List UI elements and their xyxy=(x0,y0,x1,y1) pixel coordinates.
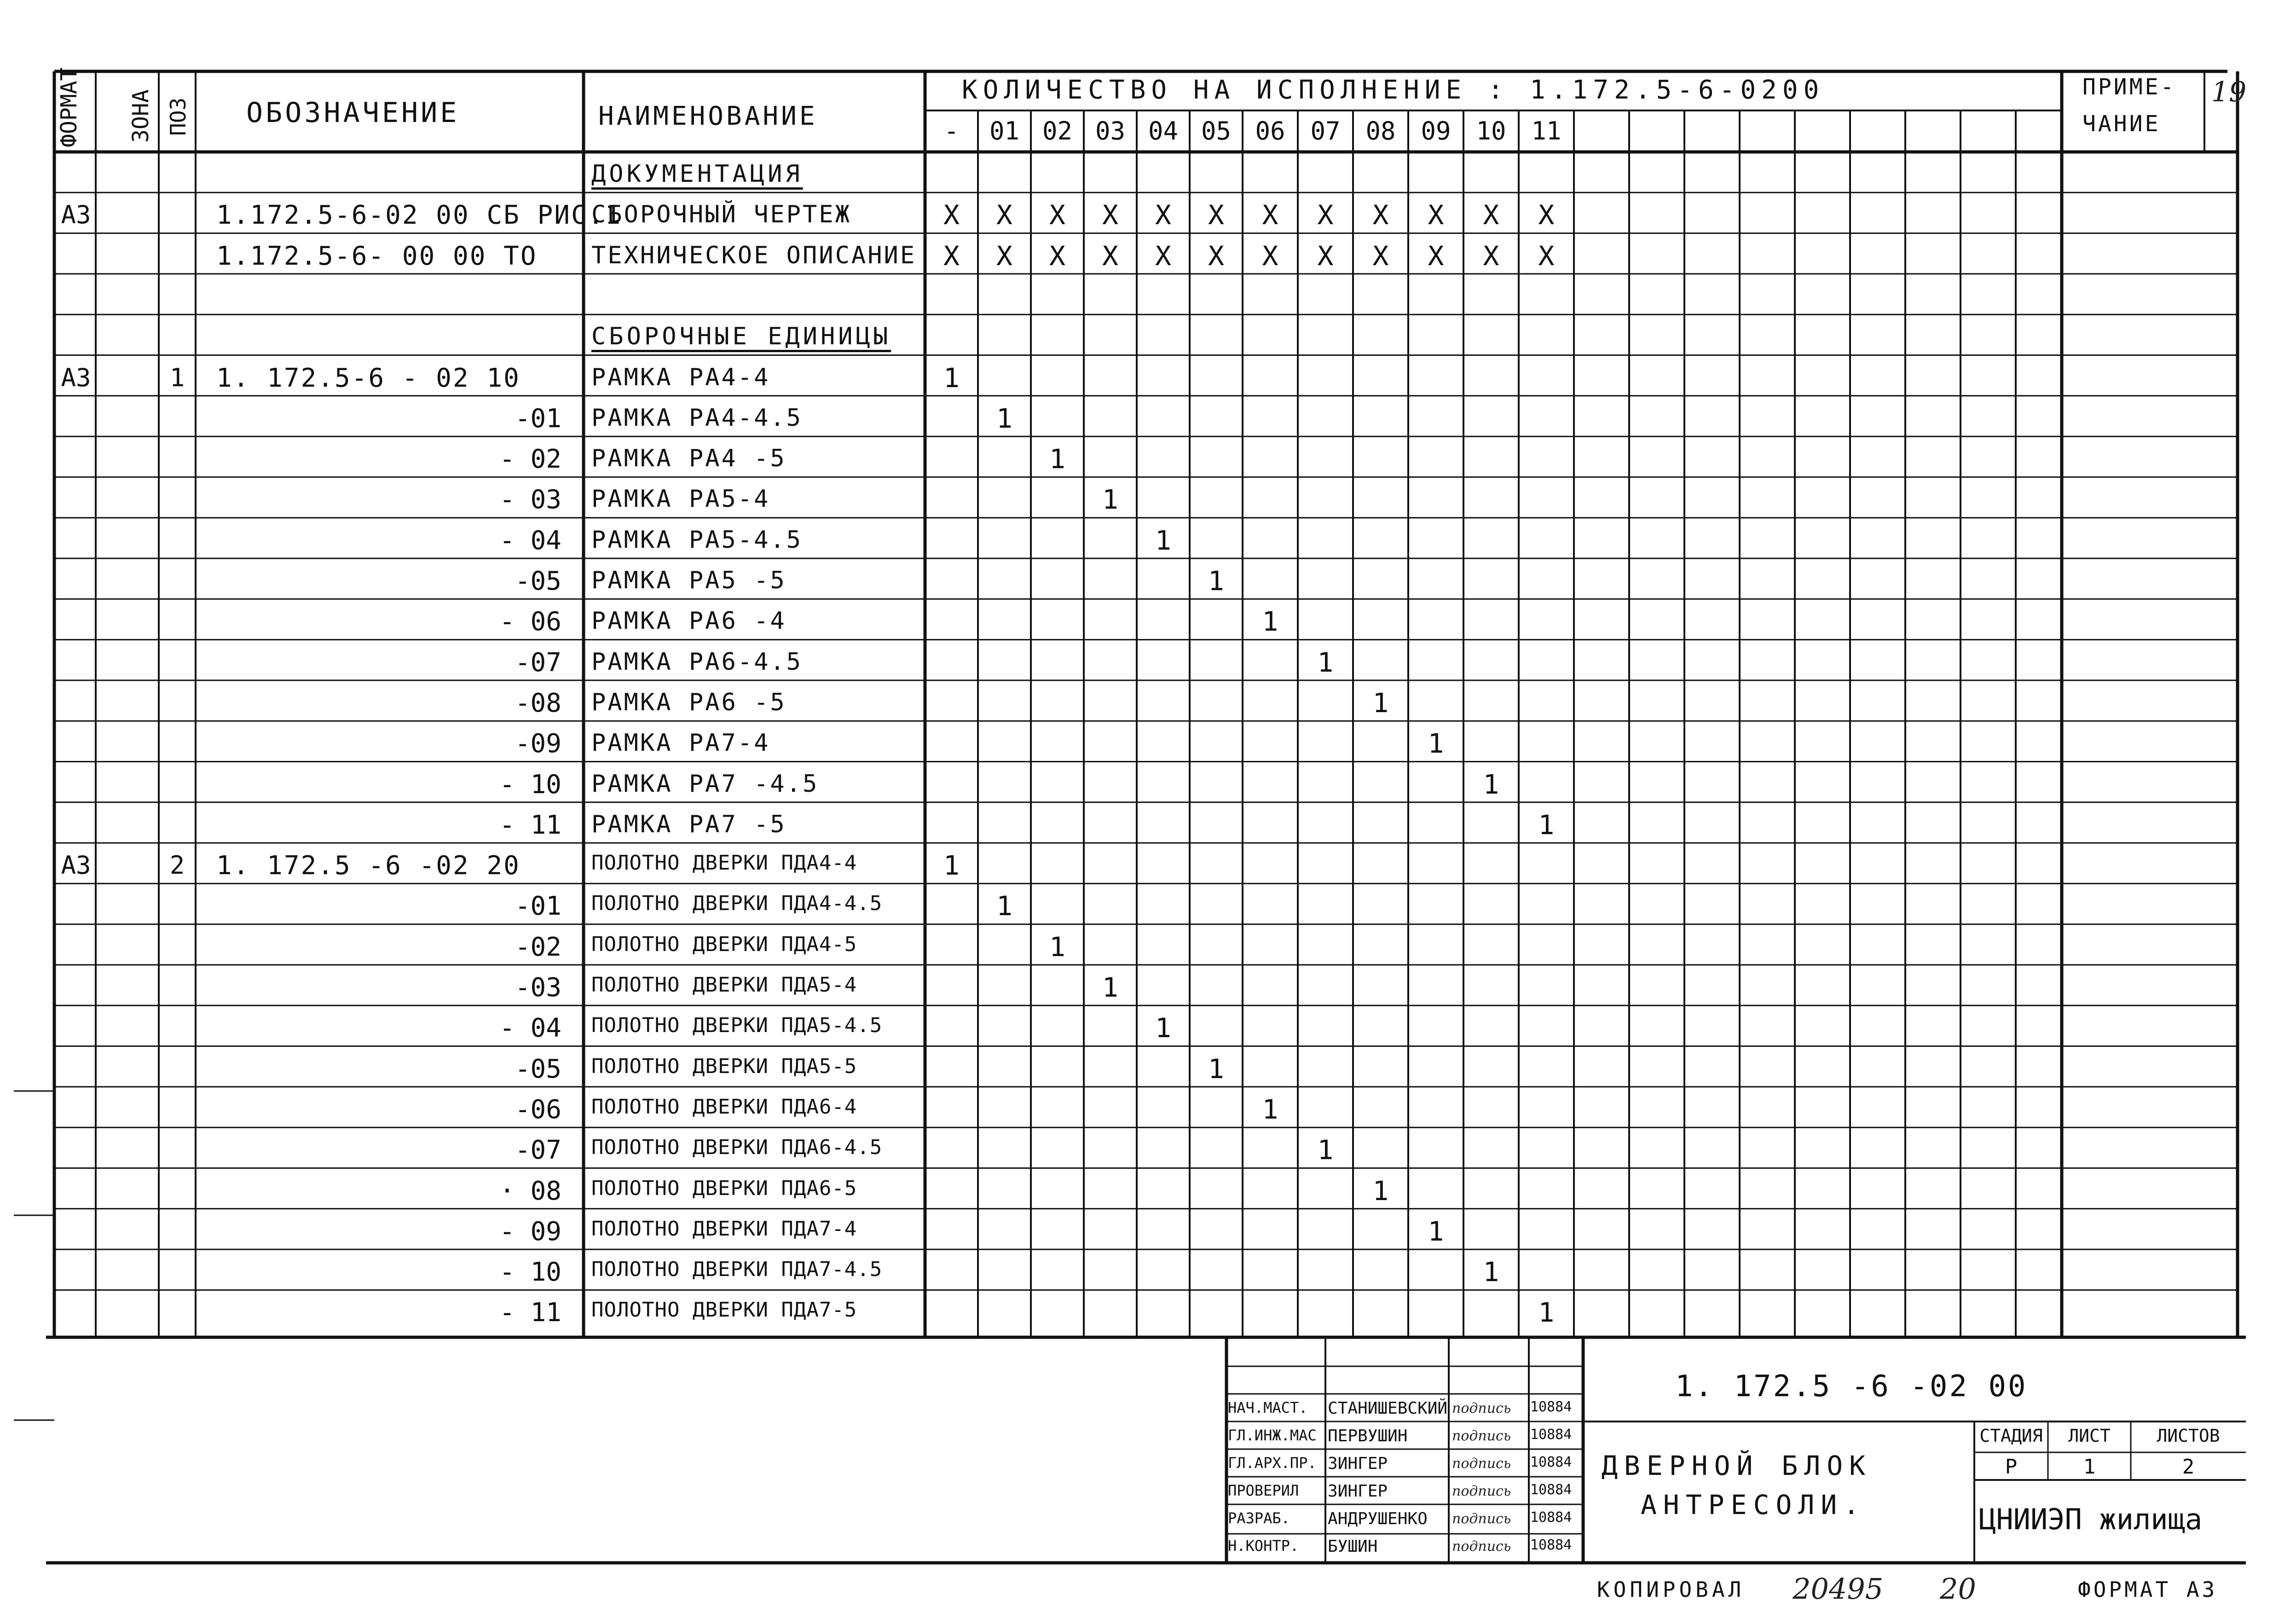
stage-label: СТАДИЯ xyxy=(1979,1426,2043,1446)
signature-name: ЗИНГЕР xyxy=(1328,1454,1388,1473)
signature-code: 10884 xyxy=(1530,1509,1572,1526)
cell-qty: 1 xyxy=(1208,565,1224,597)
header-note-1: ПРИМЕ- xyxy=(2082,74,2176,100)
cell-name: РАМКА РА4-4 xyxy=(591,363,770,391)
cell-qty: 1 xyxy=(943,850,960,882)
signature-name: ЗИНГЕР xyxy=(1328,1482,1388,1501)
cell-name: РАМКА РА5 -5 xyxy=(591,567,787,594)
header-designation: ОБОЗНАЧЕНИЕ xyxy=(246,97,460,129)
header-pos: ПОЗ xyxy=(166,97,191,136)
signature-mark: подпись xyxy=(1452,1456,1511,1472)
cell-designation: 1. 172.5-6 - 02 10 xyxy=(216,363,521,393)
copied-code: 20495 xyxy=(1793,1572,1884,1606)
cell-name: ПОЛОТНО ДВЕРКИ ПДА7-5 xyxy=(591,1298,857,1322)
cell-qty: X xyxy=(943,240,960,272)
cell-designation: -07 xyxy=(515,647,561,678)
cell-qty: 1 xyxy=(1428,1215,1444,1247)
cell-designation: · 08 xyxy=(499,1176,561,1206)
cell-qty: 1 xyxy=(1483,768,1499,800)
sheets-value: 2 xyxy=(2182,1455,2195,1479)
cell-name: ПОЛОТНО ДВЕРКИ ПДА4-4.5 xyxy=(591,892,883,916)
header-zone: ЗОНА xyxy=(128,89,154,143)
cell-qty: 1 xyxy=(996,890,1012,922)
cell-qty: 1 xyxy=(1262,1093,1278,1125)
cell-name: ДОКУМЕНТАЦИЯ xyxy=(591,160,803,188)
cell-format: А3 xyxy=(61,851,91,880)
cell-designation: 1.172.5-6-02 00 СБ РИС.1 xyxy=(216,200,622,231)
cell-qty: 1 xyxy=(1372,1175,1389,1207)
cell-designation: - 10 xyxy=(499,769,561,800)
signature-mark: подпись xyxy=(1452,1483,1511,1499)
cell-qty: X xyxy=(943,199,960,231)
cell-qty: X xyxy=(1102,240,1118,272)
cell-qty: X xyxy=(996,240,1012,272)
qty-column-header: 07 xyxy=(1310,116,1341,145)
cell-name: РАМКА РА4-4.5 xyxy=(591,404,803,432)
qty-column-header: 05 xyxy=(1201,116,1232,145)
cell-designation: - 11 xyxy=(499,1298,561,1328)
cell-qty: X xyxy=(1262,199,1278,231)
cell-name: РАМКА РА5-4 xyxy=(591,485,770,513)
cell-qty: 1 xyxy=(1262,606,1278,638)
title-line-1: ДВЕРНОЙ БЛОК xyxy=(1602,1450,1872,1481)
signature-role: Н.КОНТР. xyxy=(1228,1537,1299,1555)
cell-qty: X xyxy=(1262,240,1278,272)
cell-designation: - 09 xyxy=(499,1216,561,1247)
cell-pos: 1 xyxy=(169,363,185,392)
cell-name: ПОЛОТНО ДВЕРКИ ПДА4-4 xyxy=(591,851,857,875)
cell-qty: 1 xyxy=(1317,646,1334,678)
cell-qty: X xyxy=(1538,199,1555,231)
cell-designation: - 10 xyxy=(499,1257,561,1288)
signature-code: 10884 xyxy=(1530,1399,1572,1415)
cell-designation: -02 xyxy=(515,932,561,962)
cell-qty: 1 xyxy=(1483,1256,1499,1288)
cell-designation: - 06 xyxy=(499,607,561,637)
sheet-value: 1 xyxy=(2083,1455,2096,1479)
cell-name: СБОРОЧНЫЙ ЧЕРТЕЖ xyxy=(591,201,851,229)
cell-designation: 1.172.5-6- 00 00 ТО xyxy=(216,241,538,271)
cell-qty: 1 xyxy=(1208,1053,1224,1085)
cell-name: РАМКА РА5-4.5 xyxy=(591,526,803,554)
cell-qty: 1 xyxy=(1155,1012,1171,1044)
signature-role: ГЛ.АРХ.ПР. xyxy=(1228,1454,1317,1472)
qty-column-header: 04 xyxy=(1148,116,1179,145)
sheet-label: ЛИСТ xyxy=(2068,1426,2111,1446)
cell-qty: 1 xyxy=(1538,1297,1555,1329)
title-designation: 1. 172.5 -6 -02 00 xyxy=(1675,1369,2028,1404)
cell-name: РАМКА РА7 -4.5 xyxy=(591,770,819,798)
cell-qty: 1 xyxy=(1372,687,1389,719)
signature-role: НАЧ.МАСТ. xyxy=(1228,1399,1308,1416)
signature-name: ПЕРВУШИН xyxy=(1328,1427,1408,1445)
cell-designation: - 04 xyxy=(499,1013,561,1044)
cell-name: ПОЛОТНО ДВЕРКИ ПДА6-4 xyxy=(591,1095,857,1119)
cell-qty: 1 xyxy=(1049,931,1065,963)
cell-qty: X xyxy=(1155,199,1171,231)
cell-qty: 1 xyxy=(943,362,960,394)
qty-column-header: 09 xyxy=(1421,116,1451,145)
signature-name: БУШИН xyxy=(1328,1537,1378,1556)
cell-qty: X xyxy=(1317,199,1334,231)
cell-qty: X xyxy=(1483,199,1499,231)
sheets-label: ЛИСТОВ xyxy=(2157,1426,2220,1446)
cell-qty: X xyxy=(1208,240,1224,272)
cell-designation: -03 xyxy=(515,973,561,1003)
cell-qty: 1 xyxy=(996,402,1012,434)
cell-designation: - 11 xyxy=(499,810,561,840)
cell-qty: X xyxy=(996,199,1012,231)
cell-qty: X xyxy=(1155,240,1171,272)
cell-designation: -06 xyxy=(515,1094,561,1125)
copied-number: 20 xyxy=(1940,1572,1976,1606)
cell-name: РАМКА РА6 -5 xyxy=(591,688,787,716)
cell-name: СБОРОЧНЫЕ ЕДИНИЦЫ xyxy=(591,323,891,351)
cell-designation: -07 xyxy=(515,1135,561,1166)
cell-qty: X xyxy=(1538,240,1555,272)
cell-name: ТЕХНИЧЕСКОЕ ОПИСАНИЕ xyxy=(591,241,917,269)
copied-label: КОПИРОВАЛ xyxy=(1597,1577,1745,1602)
signature-code: 10884 xyxy=(1530,1537,1572,1553)
cell-name: ПОЛОТНО ДВЕРКИ ПДА5-5 xyxy=(591,1054,857,1078)
cell-qty: X xyxy=(1372,199,1389,231)
format-label: ФОРМАТ А3 xyxy=(2078,1577,2218,1602)
cell-qty: 1 xyxy=(1428,728,1444,760)
stage-value: Р xyxy=(2005,1455,2018,1479)
cell-name: ПОЛОТНО ДВЕРКИ ПДА5-4 xyxy=(591,973,857,997)
cell-qty: X xyxy=(1428,240,1444,272)
cell-qty: X xyxy=(1049,240,1065,272)
cell-name: ПОЛОТНО ДВЕРКИ ПДА6-4.5 xyxy=(591,1136,883,1160)
qty-column-header: 11 xyxy=(1531,116,1562,145)
header-format: ФОРМАТ xyxy=(56,67,82,147)
cell-qty: X xyxy=(1049,199,1065,231)
cell-designation: - 04 xyxy=(499,525,561,556)
cell-designation: - 03 xyxy=(499,485,561,515)
cell-qty: 1 xyxy=(1317,1134,1334,1166)
cell-qty: 1 xyxy=(1102,972,1118,1003)
header-name: НАИМЕНОВАНИЕ xyxy=(598,101,818,131)
signature-name: АНДРУШЕНКО xyxy=(1328,1509,1428,1528)
cell-name: ПОЛОТНО ДВЕРКИ ПДА6-5 xyxy=(591,1176,857,1200)
cell-designation: -05 xyxy=(515,1054,561,1084)
cell-name: ПОЛОТНО ДВЕРКИ ПДА7-4 xyxy=(591,1217,857,1241)
signature-code: 10884 xyxy=(1530,1482,1572,1498)
cell-designation: -01 xyxy=(515,891,561,922)
signature-name: СТАНИШЕВСКИЙ xyxy=(1328,1399,1448,1418)
header-note-2: ЧАНИЕ xyxy=(2082,111,2161,137)
cell-designation: - 02 xyxy=(499,444,561,475)
organization: ЦНИИЭП жилища xyxy=(1979,1503,2203,1536)
cell-designation: -05 xyxy=(515,566,561,596)
cell-qty: 1 xyxy=(1155,524,1171,556)
qty-column-header: 08 xyxy=(1365,116,1396,145)
qty-column-header: 03 xyxy=(1095,116,1126,145)
cell-qty: 1 xyxy=(1538,809,1555,841)
qty-column-header: 02 xyxy=(1042,116,1073,145)
signature-role: ГЛ.ИНЖ.МАС xyxy=(1228,1427,1317,1444)
signature-role: ПРОВЕРИЛ xyxy=(1228,1482,1299,1499)
cell-qty: X xyxy=(1208,199,1224,231)
cell-qty: X xyxy=(1102,199,1118,231)
cell-qty: 1 xyxy=(1049,443,1065,475)
cell-qty: X xyxy=(1372,240,1389,272)
cell-designation: 1. 172.5 -6 -02 20 xyxy=(216,851,521,881)
cell-name: ПОЛОТНО ДВЕРКИ ПДА5-4.5 xyxy=(591,1014,883,1038)
qty-column-header: 06 xyxy=(1255,116,1285,145)
qty-column-header: - xyxy=(944,116,959,145)
cell-qty: X xyxy=(1428,199,1444,231)
header-qty-title: КОЛИЧЕСТВО НА ИСПОЛНЕНИЕ : 1.172.5-6-0200 xyxy=(962,75,1825,105)
cell-name: РАМКА РА6-4.5 xyxy=(591,648,803,676)
cell-name: РАМКА РА7 -5 xyxy=(591,810,787,838)
signature-mark: подпись xyxy=(1452,1428,1511,1444)
signature-role: РАЗРАБ. xyxy=(1228,1509,1290,1527)
signature-code: 10884 xyxy=(1530,1454,1572,1470)
cell-qty: X xyxy=(1317,240,1334,272)
cell-format: А3 xyxy=(61,200,91,230)
cell-format: А3 xyxy=(61,363,91,392)
cell-pos: 2 xyxy=(169,851,185,880)
cell-name: РАМКА РА4 -5 xyxy=(591,445,787,473)
cell-name: ПОЛОТНО ДВЕРКИ ПДА4-5 xyxy=(591,932,857,956)
cell-qty: 1 xyxy=(1102,484,1118,516)
signature-mark: подпись xyxy=(1452,1400,1511,1416)
signature-mark: подпись xyxy=(1452,1538,1511,1555)
qty-column-header: 01 xyxy=(989,116,1020,145)
sheet-number: 19 xyxy=(2211,76,2247,108)
cell-designation: -08 xyxy=(515,688,561,718)
cell-name: РАМКА РА6 -4 xyxy=(591,607,787,635)
cell-designation: -01 xyxy=(515,403,561,434)
signature-mark: подпись xyxy=(1452,1511,1511,1527)
cell-name: РАМКА РА7-4 xyxy=(591,729,770,757)
title-line-2: АНТРЕСОЛИ. xyxy=(1641,1489,1866,1520)
signature-code: 10884 xyxy=(1530,1427,1572,1443)
cell-designation: -09 xyxy=(515,729,561,759)
cell-qty: X xyxy=(1483,240,1499,272)
qty-column-header: 10 xyxy=(1476,116,1506,145)
cell-name: ПОЛОТНО ДВЕРКИ ПДА7-4.5 xyxy=(591,1258,883,1282)
